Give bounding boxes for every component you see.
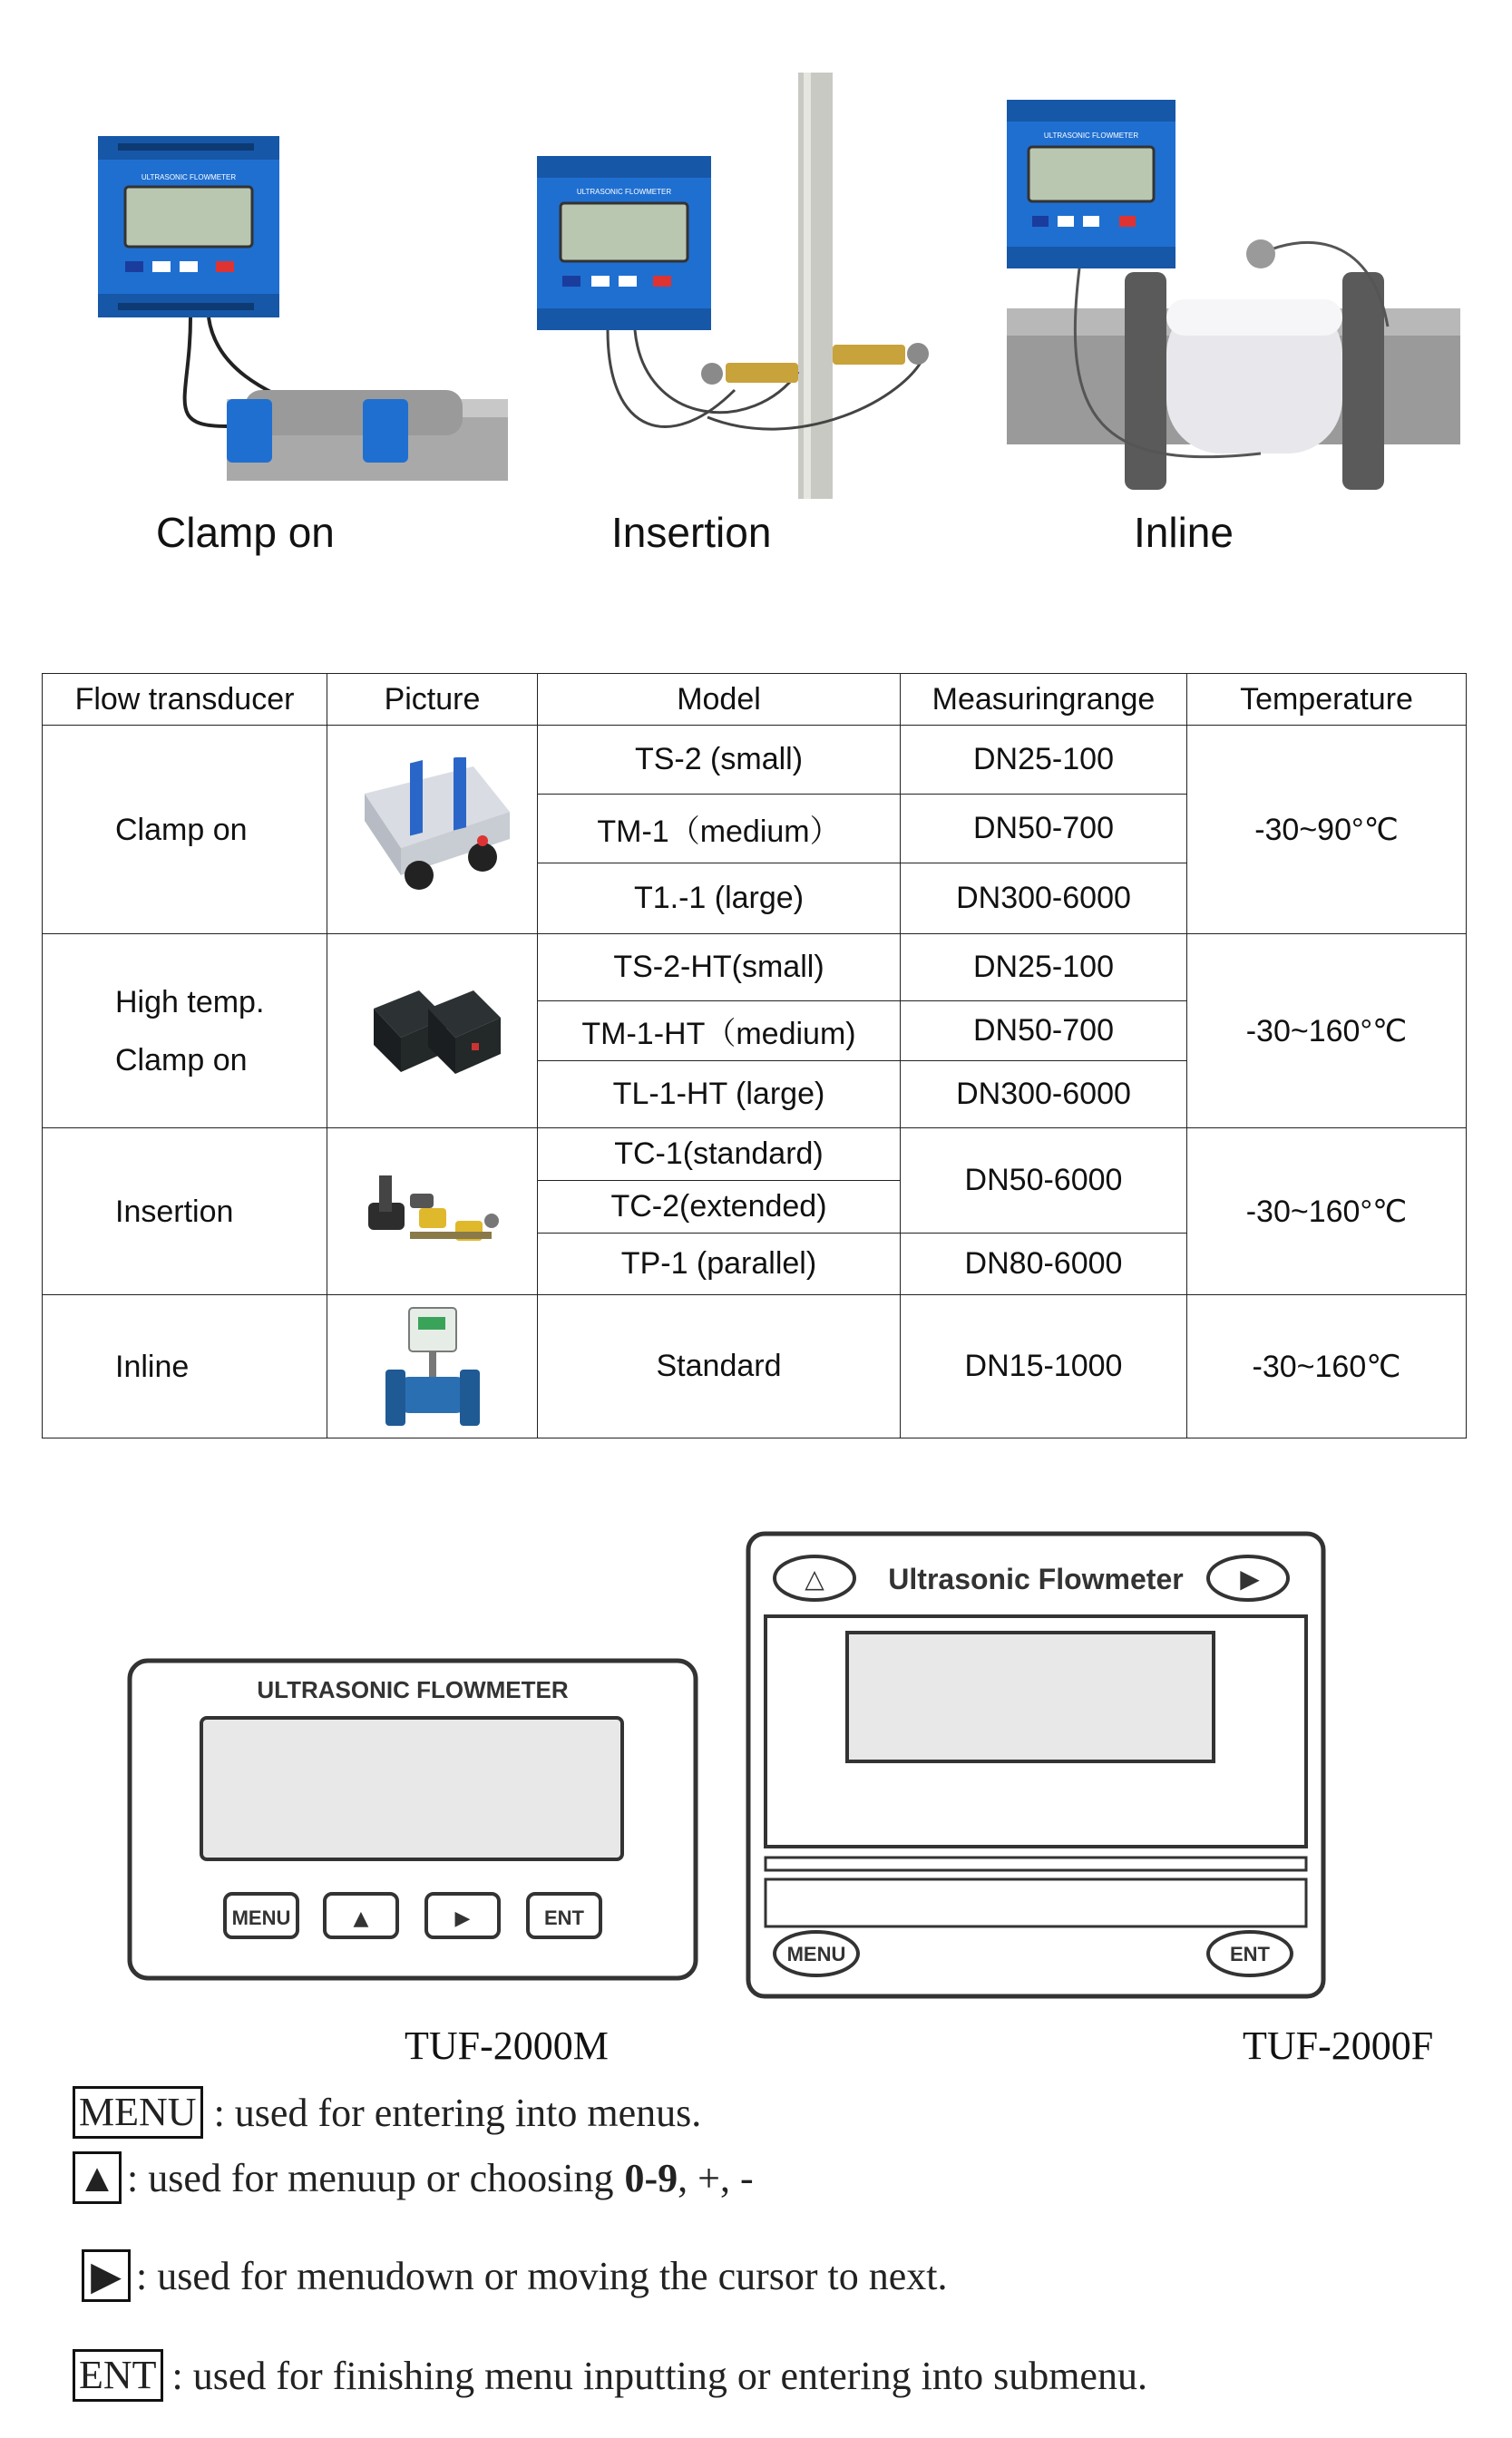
legend-bold: 0-9	[624, 2155, 678, 2200]
table-header-row	[43, 674, 1467, 726]
transducer-name: High temp.	[115, 984, 265, 1019]
panel-title: ULTRASONIC FLOWMETER	[257, 1676, 569, 1703]
table-row	[43, 1128, 1467, 1181]
svg-text:ULTRASONIC FLOWMETER: ULTRASONIC FLOWMETER	[576, 188, 672, 196]
legend-text: : used for menuup or choosing	[127, 2155, 614, 2200]
transducer-cell	[43, 934, 327, 1128]
model-cell: TL-1-HT (large)	[538, 1061, 901, 1128]
range-cell: DN25-100	[901, 726, 1187, 795]
svg-text:MENU: MENU	[786, 1943, 846, 1965]
range-cell: DN50-700	[901, 1001, 1187, 1061]
ent-key[interactable]	[528, 1894, 600, 1937]
range-cell: DN25-100	[901, 934, 1187, 1001]
legend-ent	[73, 2349, 1147, 2402]
legend-text: : used for menudown or moving the cursor to next.	[136, 2253, 948, 2298]
model-cell: Standard	[538, 1295, 901, 1438]
inline-photo	[989, 91, 1469, 508]
next-key[interactable]	[1208, 1556, 1288, 1600]
picture-cell	[327, 934, 538, 1128]
svg-text:▲: ▲	[353, 1907, 369, 1930]
menu-key[interactable]	[775, 1932, 858, 1975]
up-key[interactable]	[775, 1556, 854, 1600]
temperature-cell: -30~160°℃	[1187, 934, 1467, 1128]
product-caption: Inline	[1134, 509, 1234, 556]
range-cell: DN300-6000	[901, 1061, 1187, 1128]
temperature-cell: -30~90°℃	[1187, 726, 1467, 934]
range-cell: DN50-700	[901, 795, 1187, 863]
tuf-2000f-panel	[746, 1531, 1326, 2003]
model-cell: TC-2(extended)	[538, 1181, 901, 1234]
model-cell: TS-2-HT(small)	[538, 934, 901, 1001]
table-row	[43, 1295, 1467, 1438]
svg-text:▶: ▶	[454, 1907, 471, 1930]
model-cell: T1.-1 (large)	[538, 863, 901, 934]
ent-key-label: ENT	[73, 2349, 163, 2402]
model-cell: TM-1-HT（medium)	[538, 1001, 901, 1061]
model-cell: TC-1(standard)	[538, 1128, 901, 1181]
transducer-cell	[43, 726, 327, 934]
range-cell: DN300-6000	[901, 863, 1187, 934]
model-cell: TP-1 (parallel)	[538, 1234, 901, 1295]
picture-cell	[327, 1295, 538, 1438]
product-showcase	[0, 0, 1512, 580]
table-row	[43, 726, 1467, 795]
clamp-on-sensor-icon	[346, 757, 519, 902]
tuf-2000m-panel	[127, 1658, 698, 1985]
transducer-cell: Inline	[43, 1295, 327, 1438]
device-label: ULTRASONIC FLOWMETER	[141, 173, 237, 181]
column-header: Model	[538, 674, 901, 726]
ent-key[interactable]	[1208, 1932, 1292, 1975]
product-caption: Clamp on	[156, 509, 335, 556]
up-key[interactable]	[325, 1894, 397, 1937]
column-header: Picture	[327, 674, 538, 726]
lcd-display	[201, 1718, 622, 1859]
legend-text: : used for finishing menu inputting or entering into submenu.	[171, 2353, 1147, 2398]
legend-up	[73, 2151, 754, 2204]
svg-text:▶: ▶	[1240, 1564, 1260, 1594]
picture-cell	[327, 1128, 538, 1295]
transducer-spec-table	[42, 673, 1467, 1438]
range-cell: DN50-6000	[901, 1128, 1187, 1234]
up-arrow-icon: ▲	[73, 2151, 122, 2204]
picture-cell	[327, 726, 538, 934]
range-cell: DN80-6000	[901, 1234, 1187, 1295]
model-label: TUF-2000M	[405, 2024, 609, 2068]
range-cell: DN15-1000	[901, 1295, 1187, 1438]
column-header: Flow transducer	[43, 674, 327, 726]
transducer-name: Clamp on	[115, 812, 248, 847]
insertion-sensor-icon	[356, 1157, 510, 1266]
column-header: Measuringrange	[901, 674, 1187, 726]
legend-down	[82, 2249, 948, 2302]
svg-text:ENT: ENT	[544, 1907, 584, 1929]
svg-text:MENU: MENU	[231, 1907, 291, 1929]
column-header: Temperature	[1187, 674, 1467, 726]
next-key[interactable]	[426, 1894, 499, 1937]
table-row	[43, 934, 1467, 1001]
transducer-name: Clamp on	[115, 1042, 248, 1078]
legend-text: , +, -	[678, 2155, 754, 2200]
menu-key[interactable]	[225, 1894, 298, 1937]
svg-text:ULTRASONIC FLOWMETER: ULTRASONIC FLOWMETER	[1043, 132, 1139, 140]
right-arrow-icon: ▶	[82, 2249, 131, 2302]
menu-key-label: MENU	[73, 2086, 203, 2139]
svg-text:ENT: ENT	[1230, 1943, 1270, 1965]
clamp-on-photo	[91, 127, 508, 490]
product-caption: Insertion	[611, 509, 772, 556]
legend-text: : used for entering into menus.	[213, 2090, 702, 2135]
model-label: TUF-2000F	[1243, 2024, 1434, 2068]
model-cell: TM-1（medium）	[538, 795, 901, 863]
lcd-display	[847, 1633, 1214, 1761]
svg-text:△: △	[805, 1564, 824, 1594]
legend-menu	[73, 2086, 701, 2139]
inline-flowmeter-icon	[378, 1301, 487, 1433]
panel-title: Ultrasonic Flowmeter	[888, 1563, 1184, 1595]
high-temp-sensor-icon	[356, 972, 510, 1090]
insertion-photo	[526, 73, 952, 499]
temperature-cell: -30~160℃	[1187, 1295, 1467, 1438]
temperature-cell: -30~160°℃	[1187, 1128, 1467, 1295]
transducer-cell: Insertion	[43, 1128, 327, 1295]
model-cell: TS-2 (small)	[538, 726, 901, 795]
